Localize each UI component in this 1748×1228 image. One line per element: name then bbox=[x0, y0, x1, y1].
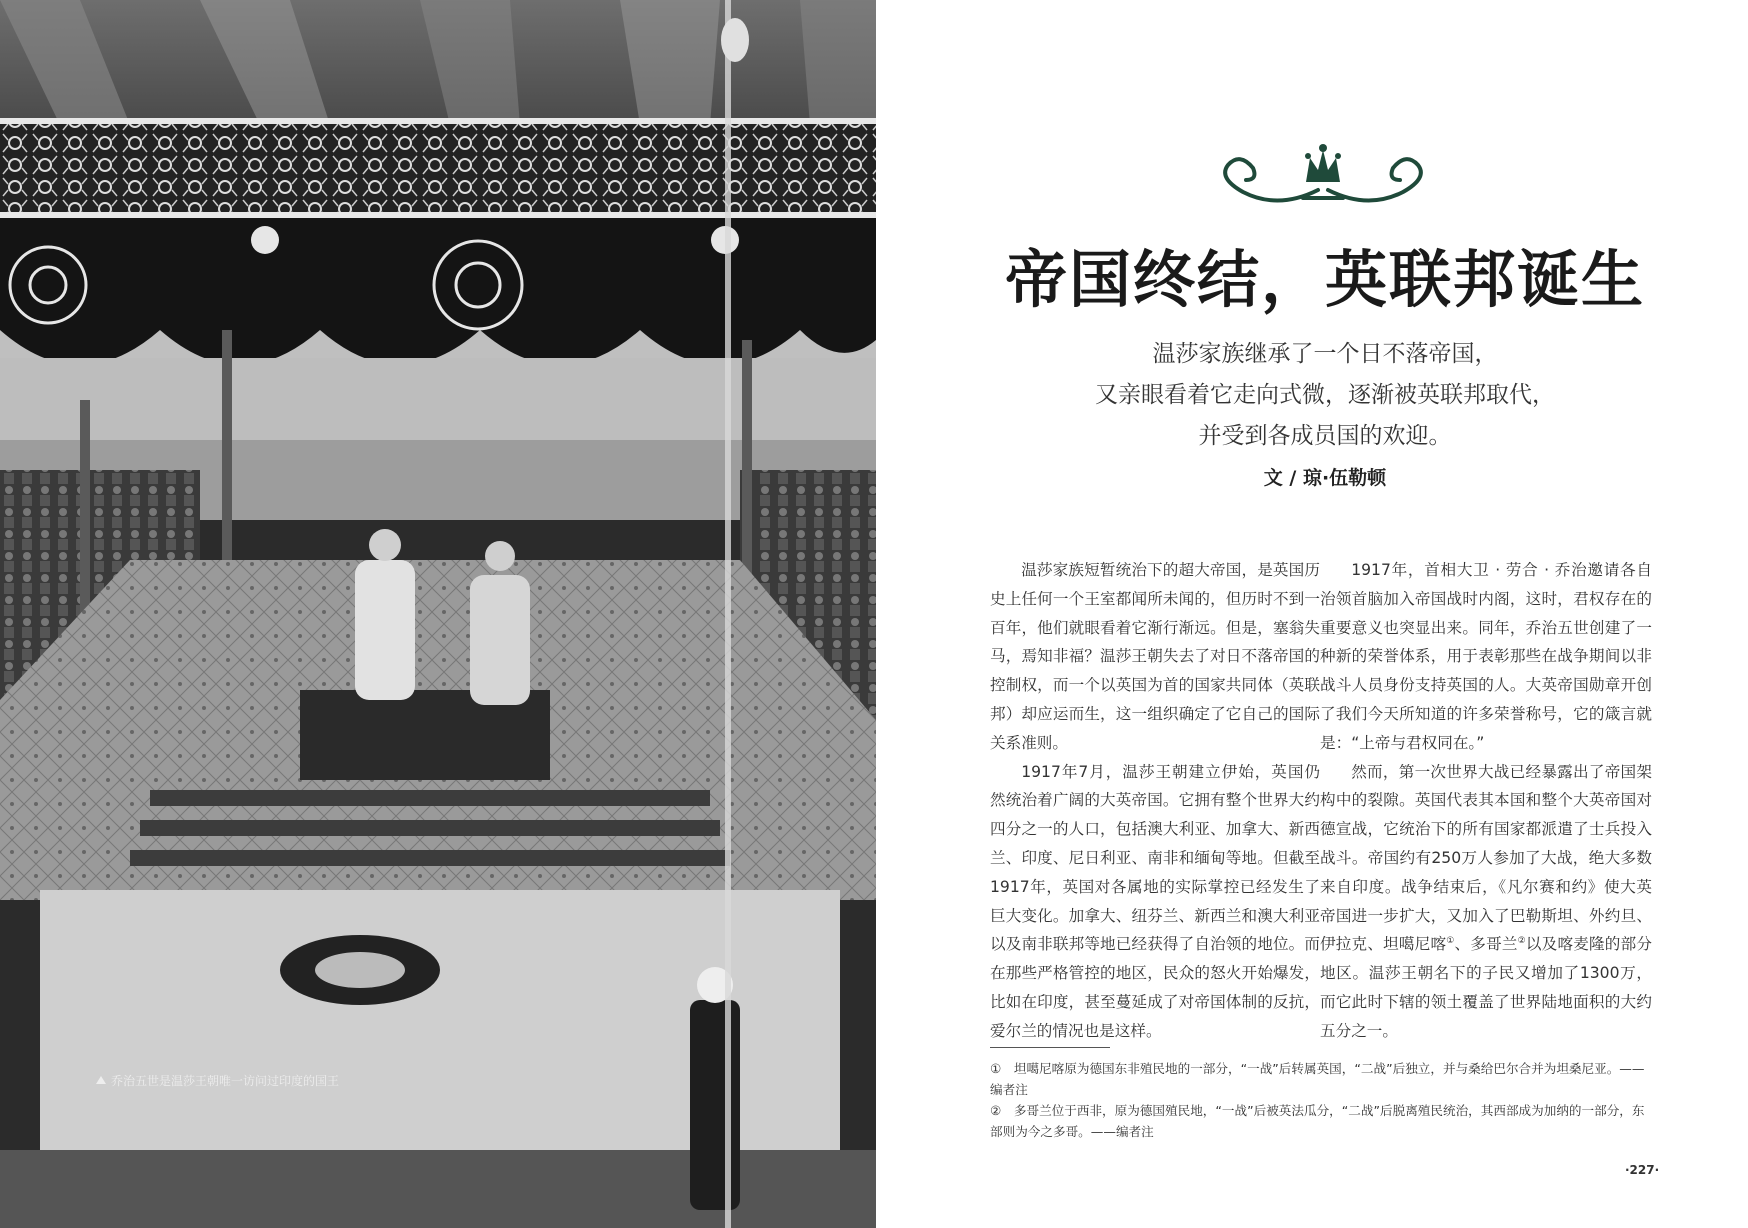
footnote-1: ① 坦噶尼喀原为德国东非殖民地的一部分，“一战”后转属英国，“二战”后独立，并与桑给巴尔合并为坦桑尼亚。——编者注 bbox=[990, 1061, 1645, 1097]
article-subtitle bbox=[1000, 334, 1650, 457]
footnote-2: ② 多哥兰位于西非，原为德国殖民地，“一战”后被英法瓜分，“二战”后脱离殖民统治，其西部成为加纳的一部分，东部则为今之多哥。——编者注 bbox=[990, 1103, 1645, 1139]
text-column-right bbox=[1320, 556, 1652, 1046]
footnote-divider bbox=[990, 1047, 1110, 1048]
paragraph-text: 、多哥兰 bbox=[1454, 935, 1518, 954]
paragraph-text: 然而，第一次世界大战已经暴露出了帝国架构中的裂隙。英国代表其本国和整个大英帝国对德宣战，它统治下的所有国家都派遣了士兵投入战斗。帝国约有250万人参加了大战，绝大多数来自印度。战争结束后，《凡尔赛和约》使大英帝国进一步扩大，又加入了巴勒斯坦、外约旦、伊拉克、坦噶尼喀 bbox=[1320, 762, 1652, 954]
page-number: ·227· bbox=[1625, 1163, 1660, 1177]
footnotes bbox=[990, 1058, 1654, 1142]
crown-scroll-ornament-icon bbox=[1208, 140, 1438, 210]
paragraph: 1917年，首相大卫 · 劳合 · 乔治邀请各自治领首脑加入帝国战时内阁，这时，君权存在的重要意义也突显出来。同年，乔治五世创建了一种新的荣誉体系，用于表彰那些在战争期间以非战斗人员身份支持英国的人。大英帝国勋章开创了我们今天所知道的许多荣誉称号，它的箴言就是：“上帝与君权同在。” bbox=[1320, 561, 1652, 752]
subtitle-line: 并受到各成员国的欢迎。 bbox=[1198, 423, 1452, 449]
photo-caption-text: 乔治五世是温莎王朝唯一访问过印度的国王 bbox=[111, 1074, 340, 1088]
article-byline: 文 / 琼·伍勒顿 bbox=[1263, 467, 1387, 489]
paragraph bbox=[1320, 758, 1652, 1046]
subtitle-line: 温莎家族继承了一个日不落帝国， bbox=[1152, 341, 1498, 367]
subtitle-line: 又亲眼看着它走向式微，逐渐被英联邦取代， bbox=[1095, 382, 1555, 408]
text-column-left bbox=[990, 556, 1320, 1046]
footnote-ref-2: ② bbox=[1517, 936, 1526, 947]
paragraph: 温莎家族短暂统治下的超大帝国，是英国历史上任何一个王室都闻所未闻的，但历时不到一百年，他们就眼看着它渐行渐远。但是，塞翁失马，焉知非福？温莎王朝失去了对日不落帝国的控制权，而一个以英国为首的国家共同体（英联邦）却应运而生，这一组织确定了它自己的国际关系准则。 bbox=[990, 561, 1320, 752]
photo-caption bbox=[96, 1072, 339, 1089]
footnote-ref-1: ① bbox=[1446, 936, 1455, 947]
triangle-up-icon bbox=[96, 1076, 106, 1084]
paragraph: 1917年7月，温莎王朝建立伊始，英国仍然统治着广阔的大英帝国。它拥有整个世界大约四分之一的人口，包括澳大利亚、加拿大、新西兰、印度、尼日利亚、南非和缅甸等地。但截至1917年，英国对各属地的实际掌控已经发生了巨大变化。加拿大、纽芬兰、新西兰和澳大利亚以及南非联邦等地已经获得了自治领的地位。而在那些严格管控的地区，民众的怒火开始爆发，比如在印度，甚至蔓延成了对帝国体制的反抗，爱尔兰的情况也是这样。 bbox=[990, 762, 1320, 1040]
article-title: 帝国终结，英联邦诞生 bbox=[1004, 243, 1645, 316]
paragraph-text: 以及喀麦隆的部分地区。温莎王朝名下的子民又增加了1300万，而它此时下辖的领土覆盖了世界陆地面积的大约五分之一。 bbox=[1320, 935, 1652, 1040]
